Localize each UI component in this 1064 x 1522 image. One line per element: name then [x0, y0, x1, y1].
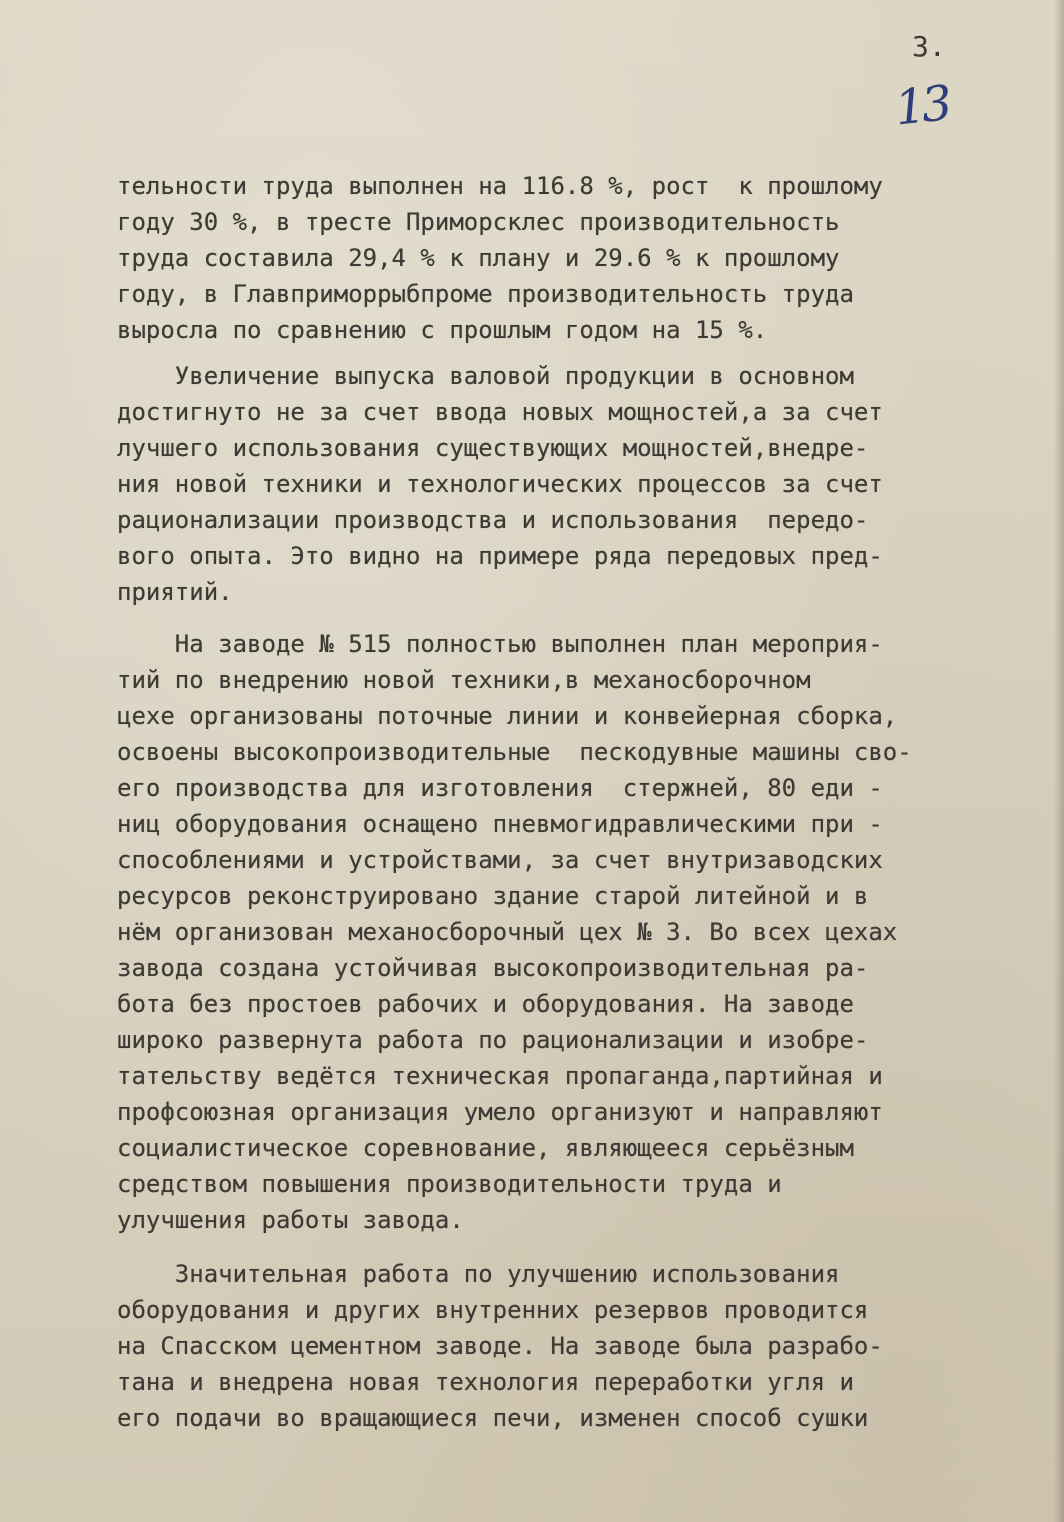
text-line: способлениями и устройствами, за счет внутризаводских — [117, 846, 883, 874]
text-line: Значительная работа по улучшению использования — [117, 1260, 840, 1288]
text-line: освоены высокопроизводительные пескодувные машины сво- — [117, 738, 912, 766]
text-line: нём организован механосборочный цех № 3. Во всех цехах — [117, 918, 898, 946]
page-number: 3. — [912, 30, 946, 63]
text-line: его подачи во вращающиеся печи, изменен способ сушки — [117, 1404, 869, 1432]
text-line: ниц оборудования оснащено пневмогидравлическими при - — [117, 810, 883, 838]
text-line: средством повышения производительности труда и — [117, 1170, 782, 1198]
text-line: ния новой техники и технологических процессов за счет — [117, 470, 883, 498]
text-line: тана и внедрена новая технология переработки угля и — [117, 1368, 854, 1396]
text-line: широко развернута работа по рационализации и изобре- — [117, 1026, 869, 1054]
text-line: социалистическое соревнование, являющееся серьёзным — [117, 1134, 854, 1162]
text-line: бота без простоев рабочих и оборудования. На заводе — [117, 990, 854, 1018]
text-line: достигнуто не за счет ввода новых мощностей,а за счет — [117, 398, 883, 426]
text-line: цехе организованы поточные линии и конвейерная сборка, — [117, 702, 898, 730]
text-line: на Спасском цементном заводе. На заводе была разрабо- — [117, 1332, 883, 1360]
text-line: году 30 %, в тресте Приморсклес производительность — [117, 208, 840, 236]
text-line: Увеличение выпуска валовой продукции в основном — [117, 362, 854, 390]
text-line: году, в Главприморрыбпроме производительность труда — [117, 280, 854, 308]
archive-sheet-number: 13 — [892, 75, 951, 137]
text-line: тий по внедрению новой техники,в механосборочном — [117, 666, 811, 694]
text-line: вого опыта. Это видно на примере ряда передовых пред- — [117, 542, 883, 570]
text-line: оборудования и других внутренних резервов проводится — [117, 1296, 869, 1324]
text-line: выросла по сравнению с прошлым годом на 15 %. — [117, 316, 768, 344]
text-line: профсоюзная организация умело организуют и направляют — [117, 1098, 883, 1126]
text-line: лучшего использования существующих мощностей,внедре- — [117, 434, 869, 462]
text-line: тательству ведётся техническая пропаганда,партийная и — [117, 1062, 883, 1090]
text-line: ресурсов реконструировано здание старой литейной и в — [117, 882, 869, 910]
text-line: приятий. — [117, 578, 233, 606]
text-line: труда составила 29,4 % к плану и 29.6 % к прошлому — [117, 244, 840, 272]
text-line: рационализации производства и использования передо- — [117, 506, 869, 534]
text-line: его производства для изготовления стержней, 80 еди - — [117, 774, 883, 802]
text-line: улучшения работы завода. — [117, 1206, 464, 1234]
text-line: На заводе № 515 полностью выполнен план мероприя- — [117, 630, 883, 658]
text-line: тельности труда выполнен на 116.8 %, рост к прошлому — [117, 172, 883, 200]
text-line: завода создана устойчивая высокопроизводительная ра- — [117, 954, 869, 982]
